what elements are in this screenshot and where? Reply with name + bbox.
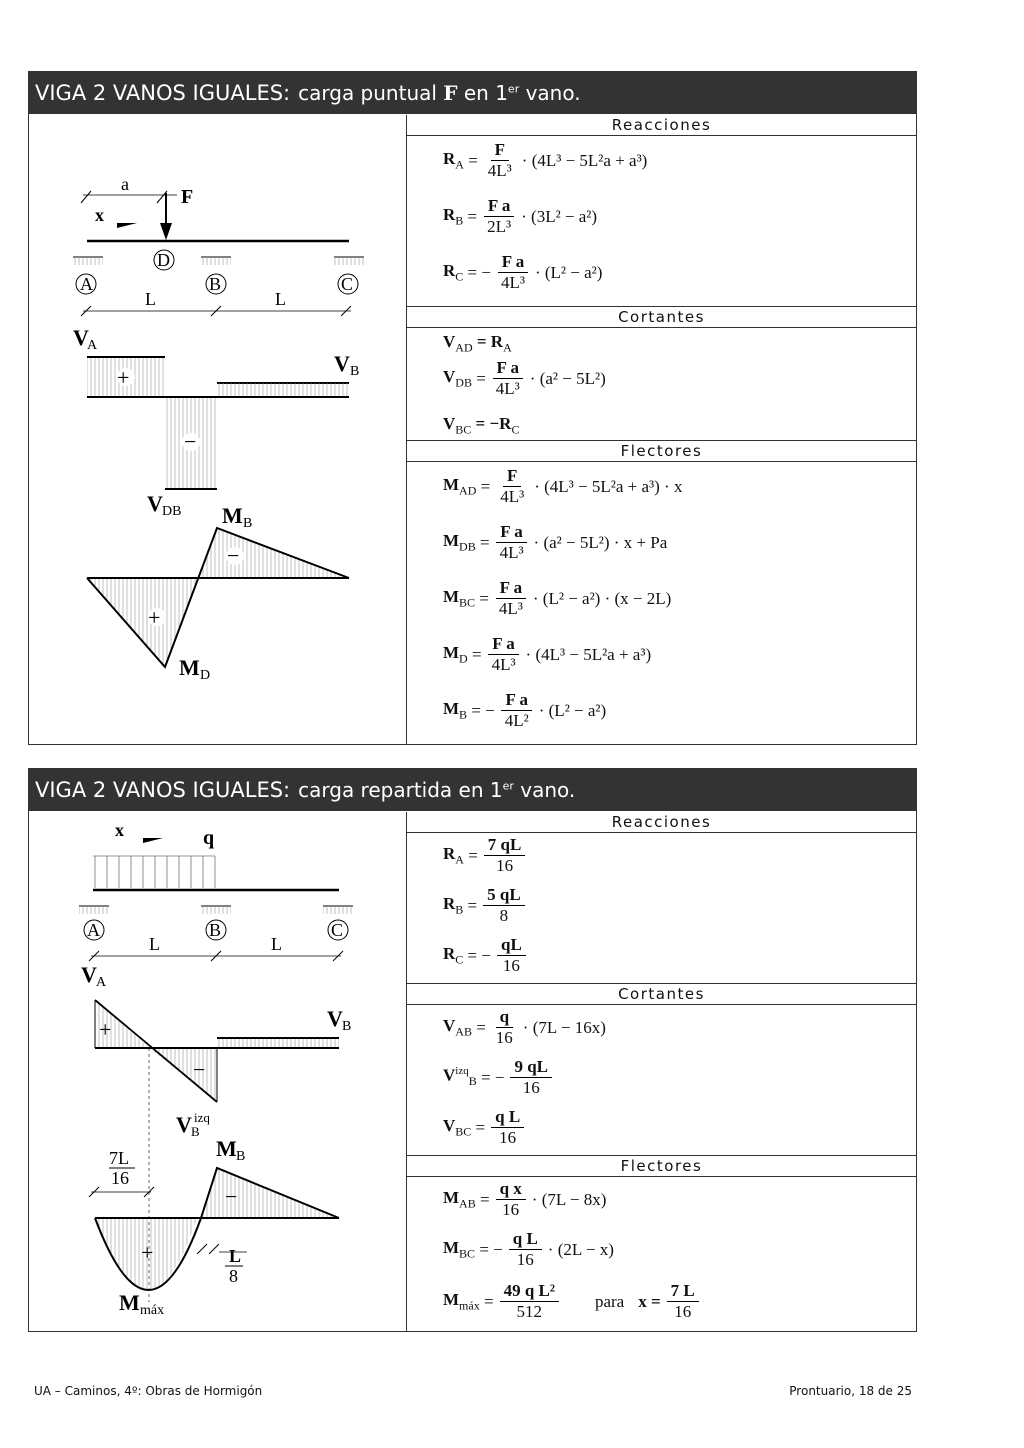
- frac-num: 5 qL: [483, 885, 525, 906]
- eq-RA: $R_A$ = $\frac{7 qL}{16}$: [443, 835, 531, 876]
- frac-num: F: [503, 466, 521, 487]
- title-rest: carga puntual: [298, 81, 437, 105]
- footer-right: Prontuario, 18 de 25: [789, 1384, 912, 1398]
- formulas-area: [407, 115, 916, 744]
- frac-den: 16: [495, 1028, 513, 1047]
- eq-rhs: · (a² − 5L²): [529, 368, 606, 388]
- label-VB-sub: B: [342, 1019, 352, 1034]
- lhs-main: R: [443, 843, 456, 863]
- frac-num: F a: [484, 196, 515, 217]
- frac: [488, 634, 520, 675]
- lhs-main: M: [443, 642, 460, 662]
- eq-rhs: · (4L³ − 5L²a + a³): [521, 150, 648, 170]
- eq-MB: [443, 690, 606, 731]
- x-arrow: [143, 838, 163, 843]
- label-MB: M: [222, 503, 243, 528]
- eq-MBC: $M_{BC}$ = $\frac{\text{F a}}{\text{4L³}}$ · (L² − a²) · (x − 2L): [443, 578, 672, 618]
- eq-pre: = −: [471, 700, 495, 720]
- lhs-sub: A: [455, 852, 464, 867]
- frac: [492, 358, 524, 399]
- x-label: x =: [638, 1291, 661, 1311]
- eq-MDB: $M_{DB}$ = $\frac{\text{F a}}{\text{4L³}}$ · (a² − 5L²) · x + Pa: [443, 522, 668, 562]
- frac-den: 4L³: [500, 487, 525, 506]
- label-VA: V: [81, 962, 97, 987]
- frac: [495, 578, 527, 619]
- lhs-main: M: [443, 474, 460, 494]
- lhs-main: V: [443, 1015, 456, 1035]
- label-MB-sub: B: [236, 1149, 246, 1164]
- frac: [510, 1057, 552, 1098]
- lhs-main: M: [443, 530, 460, 550]
- lhs-main: R: [443, 260, 456, 280]
- lhs-sub: B: [455, 902, 464, 917]
- frac: [483, 196, 515, 237]
- eq-lhs: [443, 1016, 472, 1039]
- frac: [496, 522, 528, 563]
- title-end: vano.: [520, 778, 576, 802]
- title-end: vano.: [525, 81, 581, 105]
- lhs-sub: A: [455, 157, 464, 172]
- lhs-main: V: [443, 1115, 456, 1135]
- moment-diagram: [87, 503, 349, 683]
- frac: [492, 1007, 517, 1048]
- eq-MBC: [443, 1229, 614, 1270]
- lhs-sub: DB: [455, 375, 472, 390]
- section-cortantes-title: Cortantes: [407, 306, 916, 328]
- lhs-main: M: [443, 1187, 460, 1207]
- footer-left: UA – Caminos, 4º: Obras de Hormigón: [34, 1384, 263, 1398]
- eq-pre: = −: [479, 1239, 503, 1259]
- eq-lhs: [443, 205, 463, 228]
- frac-num: F: [491, 140, 509, 161]
- eq-VDB: $V_{DB}$ = $\frac{\text{F a}}{\text{4L³}}$ · (a² − 5L²): [443, 358, 606, 398]
- frac-7L: 7L: [109, 1148, 129, 1168]
- span-label-1: L: [149, 934, 160, 954]
- frac-den: 16: [502, 1200, 520, 1219]
- eq-lhs: [443, 367, 472, 390]
- frac-den: 4L³: [487, 161, 512, 180]
- eq-lhs: [443, 699, 467, 722]
- frac-num: q L: [509, 1229, 542, 1250]
- support-B: [201, 906, 231, 940]
- distributed-load: [93, 856, 215, 888]
- frac: [496, 466, 528, 507]
- frac-den: 16: [499, 1128, 517, 1147]
- label-VBizq-sub: B: [191, 1124, 200, 1139]
- eq-lhs: [443, 414, 471, 437]
- frac-8: 8: [229, 1266, 238, 1286]
- eq-lhs: [443, 149, 464, 172]
- diagram-area: [29, 115, 407, 744]
- eq-RC: [443, 935, 532, 976]
- eq-VBC: [443, 414, 519, 437]
- eq-rhs: · (4L³ − 5L²a + a³) · x: [534, 476, 683, 496]
- eq-lhs: [443, 332, 473, 355]
- frac-den: 16: [674, 1302, 692, 1321]
- label-MD-sub: D: [200, 668, 211, 683]
- lhs-main: M: [443, 1237, 460, 1257]
- eq-MD: $M_D$ = $\frac{\text{F a}}{\text{4L³}}$ · (4L³ − 5L²a + a³): [443, 634, 652, 674]
- section-flectores: [407, 462, 916, 742]
- frac-num: qL: [497, 935, 526, 956]
- panel-title-bold: VIGA 2 VANOS IGUALES:: [35, 778, 291, 802]
- eq-rhs: · (L² − a²): [538, 700, 607, 720]
- moment-minus: −: [227, 543, 240, 568]
- label-Mmax-sub: máx: [140, 1303, 165, 1318]
- panel-title-rest: [298, 778, 575, 802]
- label-VBizq-sup: izq: [194, 1110, 210, 1125]
- eq-lhs: [443, 1065, 477, 1089]
- frac-den: 4L³: [500, 273, 525, 292]
- panel-header: [29, 769, 916, 811]
- frac: [491, 1107, 524, 1148]
- shear-minus: −: [184, 429, 197, 454]
- label-VBizq: V: [176, 1112, 192, 1137]
- shear-diagram: [73, 325, 359, 519]
- frac: [497, 252, 529, 293]
- lhs-sub: AD: [455, 340, 473, 355]
- eq-MAB: $M_{AB}$ = $\frac{\text{q x}}{16}$ · (7L − 8x): [443, 1179, 607, 1219]
- eq-VBizq: [443, 1057, 558, 1098]
- label-C: C: [331, 920, 344, 940]
- label-C: C: [341, 274, 354, 294]
- eq-rhs: · (2L − x): [547, 1239, 614, 1259]
- lhs-sub: DB: [459, 539, 476, 554]
- lhs-sub: AD: [459, 483, 477, 498]
- frac-num: F a: [493, 358, 524, 379]
- lhs-sub: D: [459, 651, 468, 666]
- section-reacciones: [407, 833, 916, 983]
- frac-num: F a: [498, 252, 529, 273]
- frac: [501, 690, 533, 731]
- label-VDB-sub: DB: [162, 504, 182, 519]
- frac-den: 16: [522, 1078, 540, 1097]
- panel-title-rest: [298, 81, 580, 105]
- lhs-main: R: [443, 893, 456, 913]
- lhs-main: M: [443, 698, 460, 718]
- lhs-main: R: [443, 204, 456, 224]
- label-VB-sub: B: [350, 364, 360, 379]
- label-MD: M: [179, 655, 200, 680]
- lhs-sub: máx: [459, 1298, 480, 1313]
- eq-rhs: · (L² − a²) · (x − 2L): [532, 588, 672, 608]
- eq-VAD: [443, 332, 512, 355]
- beam-diagram: [29, 115, 406, 745]
- panel-title-bold: VIGA 2 VANOS IGUALES:: [35, 81, 291, 105]
- eq-Mmax: $M_{máx}$ = $\frac{\text{49 q L²}}{512}$ para x = $\frac{7 L}{16}$: [443, 1281, 705, 1322]
- label-VB: V: [334, 351, 350, 376]
- panel-distributed-load: [28, 768, 917, 1332]
- lhs-main: V: [443, 1066, 456, 1086]
- frac-den: 16: [496, 856, 514, 875]
- lhs-sub: BC: [459, 1246, 476, 1261]
- eq-rhs: · (L² − a²): [534, 262, 603, 282]
- force-arrowhead: [160, 223, 172, 240]
- frac-den: 4L³: [495, 379, 520, 398]
- eq-lhs: [443, 944, 463, 967]
- frac-num: q: [496, 1007, 513, 1028]
- frac-num: 7 qL: [484, 835, 526, 856]
- lhs-sub: B: [455, 213, 464, 228]
- moment-diagram: [89, 1136, 339, 1318]
- lhs-main: V: [443, 366, 456, 386]
- dim-tick: [81, 191, 91, 203]
- frac-den: 2L³: [487, 217, 512, 236]
- label-a: a: [121, 174, 129, 194]
- support-C: [323, 906, 353, 940]
- frac-den: 16: [516, 1250, 534, 1269]
- section-cortantes: [407, 1005, 916, 1155]
- lhs-sub: C: [455, 269, 464, 284]
- span-label-2: L: [271, 934, 282, 954]
- label-MB: M: [216, 1136, 237, 1161]
- section-flectores-title: Flectores: [407, 440, 916, 462]
- moment-plus: +: [141, 1240, 154, 1265]
- eq-lhs: [443, 1188, 476, 1211]
- label-VB: V: [327, 1006, 343, 1031]
- label-x: x: [115, 820, 124, 840]
- lhs-main: M: [443, 586, 460, 606]
- frac: [483, 885, 525, 926]
- title-en: en 1: [463, 81, 508, 105]
- frac-num: F a: [496, 522, 527, 543]
- lhs-sub: C: [455, 952, 464, 967]
- eq-VBC: $V_{BC}$ = $\frac{\text{q L}}{16}$: [443, 1107, 530, 1148]
- eq-lhs: [443, 643, 468, 666]
- title-sup: er: [502, 779, 514, 793]
- lhs-sub: AB: [455, 1024, 472, 1039]
- section-flectores: [407, 1177, 916, 1327]
- section-reacciones: [407, 136, 916, 306]
- frac-num: q L: [491, 1107, 524, 1128]
- eq-RC: [443, 252, 602, 293]
- section-cortantes: [407, 328, 916, 440]
- eq-rhs: · (7L − 16x): [522, 1017, 606, 1037]
- frac: [496, 1179, 526, 1220]
- frac-num: F a: [501, 690, 532, 711]
- lhs-sub: BC: [455, 422, 472, 437]
- label-VA-sub: A: [87, 338, 98, 353]
- frac: [509, 1229, 542, 1270]
- frac: [484, 835, 526, 876]
- rhs-sub: A: [503, 340, 512, 355]
- label-x: x: [95, 205, 104, 225]
- rhs-sub: C: [511, 422, 520, 437]
- section-cortantes-title: Cortantes: [407, 983, 916, 1005]
- label-VA: V: [73, 325, 89, 350]
- label-B: B: [209, 274, 222, 294]
- rhs-main: = R: [476, 332, 504, 351]
- frac-num: 49 q L²: [500, 1281, 559, 1302]
- eq-rhs: · (4L³ − 5L²a + a³): [525, 644, 652, 664]
- lhs-sup: izq: [455, 1065, 469, 1078]
- frac-x: [667, 1281, 699, 1322]
- lhs-main: M: [443, 1289, 460, 1309]
- section-reacciones-title: Reacciones: [407, 115, 916, 136]
- title-sup: er: [507, 82, 520, 96]
- section-reacciones-title: Reacciones: [407, 812, 916, 833]
- frac-den: 4L³: [498, 599, 523, 618]
- label-A: A: [87, 920, 100, 940]
- label-F: F: [181, 186, 194, 208]
- frac-den: 512: [516, 1302, 542, 1321]
- title-force: F: [443, 81, 458, 105]
- lhs-main: V: [443, 414, 456, 433]
- formulas-area: [407, 812, 916, 1331]
- para-label: para: [594, 1291, 625, 1311]
- lhs-sub: AB: [459, 1196, 476, 1211]
- eq-rhs: · (a² − 5L²) · x + Pa: [533, 532, 668, 552]
- eq-lhs: [443, 844, 464, 867]
- label-Mmax: M: [119, 1290, 140, 1315]
- frac: [497, 935, 526, 976]
- eq-VAB: $V_{AB}$ = $\frac{q}{16}$ · (7L − 16x): [443, 1007, 606, 1047]
- support-C: [334, 257, 364, 294]
- moment-plus: +: [148, 605, 161, 630]
- eq-lhs: [443, 1290, 480, 1313]
- eq-lhs: [443, 475, 476, 498]
- frac-num: F a: [488, 634, 519, 655]
- lhs-main: R: [443, 943, 456, 963]
- shear-minus: −: [193, 1057, 206, 1082]
- support-D: [154, 250, 174, 270]
- label-D: D: [157, 250, 170, 270]
- eq-lhs: [443, 261, 463, 284]
- frac-den: 4L³: [499, 543, 524, 562]
- lhs-sub: B: [468, 1074, 477, 1089]
- eq-RB: $R_B$ = $\frac{5 qL}{8}$: [443, 885, 531, 926]
- frac-den: 4L³: [491, 655, 516, 674]
- eq-pre: = −: [467, 945, 491, 965]
- lhs-main: V: [443, 332, 456, 351]
- eq-lhs: [443, 587, 475, 610]
- frac-L: L: [229, 1246, 242, 1266]
- label-B: B: [209, 920, 222, 940]
- eq-lhs: [443, 1238, 475, 1261]
- span-label-1: L: [145, 289, 156, 309]
- eq-RA: $R_A$ = $\frac{F}{\text{4L³}}$ · (4L³ − 5L²a + a³): [443, 140, 648, 180]
- frac-16: 16: [111, 1168, 129, 1188]
- rhs-main: = −R: [475, 414, 512, 433]
- label-A: A: [80, 274, 93, 294]
- lhs-sub: B: [459, 707, 468, 722]
- eq-pre: = −: [481, 1067, 505, 1087]
- lhs-main: R: [443, 148, 456, 168]
- frac-num: 7 L: [667, 1281, 699, 1302]
- label-MB-sub: B: [243, 516, 253, 531]
- eq-lhs: [443, 531, 476, 554]
- label-VA-sub: A: [96, 975, 107, 990]
- eq-pre: = −: [467, 262, 491, 282]
- label-q: q: [203, 827, 215, 849]
- eq-MAD: $M_{AD}$ = $\frac{F}{\text{4L³}}$ · (4L³ − 5L²a + a³) · x: [443, 466, 683, 506]
- lhs-sub: BC: [455, 1124, 472, 1139]
- shear-plus: +: [99, 1017, 112, 1042]
- x-arrow: [117, 223, 137, 228]
- eq-rhs: [477, 332, 512, 355]
- moment-minus: −: [225, 1184, 238, 1209]
- support-A: [79, 906, 109, 940]
- frac-num: q x: [496, 1179, 526, 1200]
- lhs-sub: BC: [459, 595, 476, 610]
- frac-num: 9 qL: [510, 1057, 552, 1078]
- section-flectores-title: Flectores: [407, 1155, 916, 1177]
- title-rest: carga repartida en 1: [298, 778, 503, 802]
- frac: [484, 140, 516, 181]
- label-VDB: V: [147, 491, 163, 516]
- support-A: [73, 257, 103, 294]
- frac-num: F a: [496, 578, 527, 599]
- frac-den: 8: [499, 906, 509, 925]
- panel-point-load: [28, 71, 917, 745]
- frac: [500, 1281, 559, 1322]
- eq-lhs: [443, 1116, 471, 1139]
- shear-plus: +: [117, 365, 130, 390]
- eq-lhs: [443, 894, 463, 917]
- eq-RB: $R_B$ = $\frac{\text{F a}}{\text{2L³}}$ · (3L² − a²): [443, 196, 598, 236]
- frac-den: 16: [502, 956, 520, 975]
- eq-rhs: [476, 414, 520, 437]
- support-B: [201, 257, 231, 294]
- beam-diagram: [29, 812, 406, 1332]
- panel-header: [29, 72, 916, 114]
- frac-den: 4L²: [504, 711, 529, 730]
- eq-rhs: · (7L − 8x): [531, 1189, 607, 1209]
- diagram-area: [29, 812, 407, 1331]
- eq-rhs: · (3L² − a²): [521, 206, 598, 226]
- span-label-2: L: [275, 289, 286, 309]
